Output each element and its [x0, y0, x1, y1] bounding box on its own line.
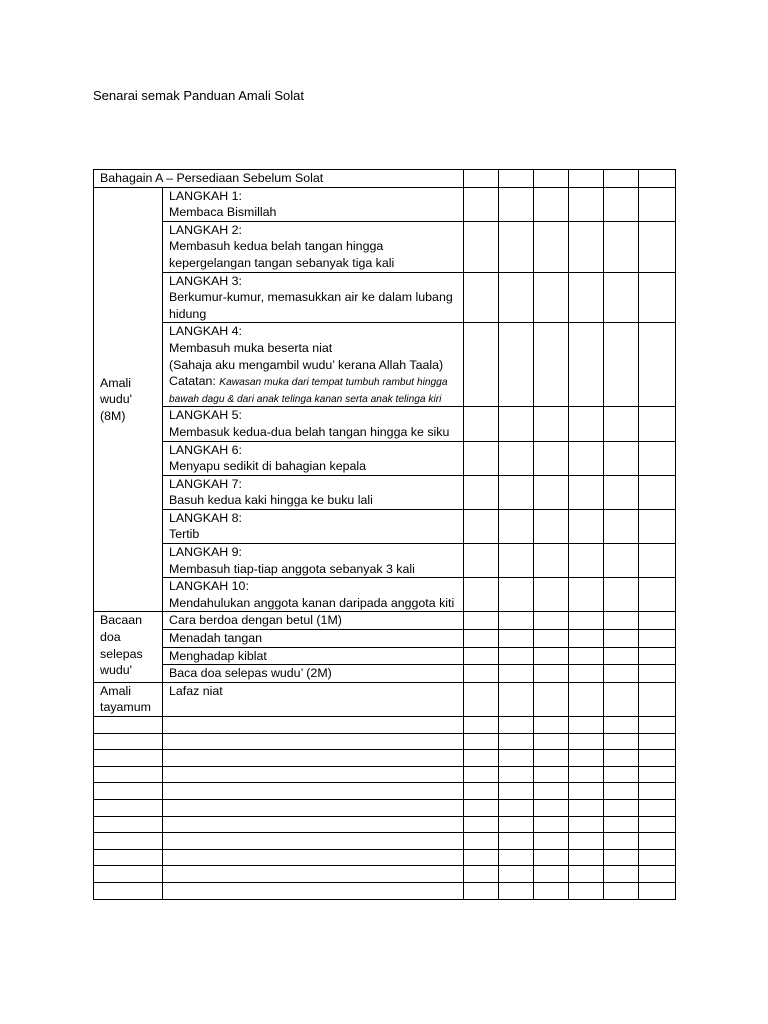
mark-cell[interactable] — [534, 475, 569, 509]
step-subtext: (Sahaja aku mengambil wudu’ kerana Allah Taala) — [169, 357, 444, 372]
item-cell — [163, 578, 464, 612]
item-cell — [163, 407, 464, 441]
mark-cell[interactable] — [464, 612, 499, 630]
empty-row — [94, 816, 676, 833]
mark-cell[interactable] — [569, 750, 604, 767]
mark-cell[interactable] — [464, 750, 499, 767]
mark-cell[interactable] — [534, 647, 569, 665]
mark-cell[interactable] — [639, 766, 676, 783]
mark-cell[interactable] — [499, 323, 534, 407]
mark-cell[interactable] — [499, 849, 534, 866]
mark-cell[interactable] — [604, 849, 639, 866]
mark-cell[interactable] — [569, 682, 604, 716]
mark-cell[interactable] — [499, 647, 534, 665]
empty-item-cell[interactable] — [163, 866, 464, 883]
empty-item-cell[interactable] — [163, 766, 464, 783]
mark-cell[interactable] — [534, 323, 569, 407]
mark-cell[interactable] — [499, 866, 534, 883]
group-label: Amali wudu' (8M) — [100, 375, 132, 423]
mark-cell[interactable] — [464, 475, 499, 509]
mark-cell[interactable] — [639, 612, 676, 630]
mark-cell[interactable] — [499, 509, 534, 543]
checklist-row — [94, 682, 676, 716]
checklist-row — [94, 323, 676, 407]
empty-group-cell[interactable] — [94, 717, 163, 734]
mark-cell[interactable] — [464, 441, 499, 475]
section-header-row — [94, 170, 676, 188]
mark-cell[interactable] — [569, 441, 604, 475]
mark-cell[interactable] — [534, 272, 569, 323]
mark-cell[interactable] — [464, 682, 499, 716]
mark-cell[interactable] — [569, 630, 604, 648]
mark-cell[interactable] — [639, 665, 676, 683]
step-text: Basuh kedua kaki hingga ke buku lali — [169, 493, 373, 508]
step-text: Berkumur-kumur, memasukkan air ke dalam lubang hidung — [169, 290, 453, 321]
mark-cell[interactable] — [604, 750, 639, 767]
mark-cell[interactable] — [464, 783, 499, 800]
mark-cell[interactable] — [604, 441, 639, 475]
empty-group-cell[interactable] — [94, 882, 163, 899]
mark-cell[interactable] — [604, 647, 639, 665]
mark-cell[interactable] — [464, 407, 499, 441]
mark-cell[interactable] — [639, 750, 676, 767]
step-text: Membasuh tiap-tiap anggota sebanyak 3 kali — [169, 561, 415, 576]
empty-item-cell[interactable] — [163, 717, 464, 734]
step-title: LANGKAH 9: — [169, 545, 242, 560]
mark-cell[interactable] — [499, 578, 534, 612]
mark-cell[interactable] — [534, 187, 569, 221]
step-title: LANGKAH 6: — [169, 442, 242, 457]
empty-item-cell[interactable] — [163, 733, 464, 750]
mark-cell[interactable] — [464, 882, 499, 899]
mark-cell[interactable] — [639, 647, 676, 665]
step-text: Tertib — [169, 527, 200, 542]
step-title: LANGKAH 3: — [169, 273, 242, 288]
item-cell — [163, 441, 464, 475]
mark-cell[interactable] — [604, 612, 639, 630]
mark-cell[interactable] — [639, 544, 676, 578]
step-text: Menyapu sedikit di bahagian kepala — [169, 459, 367, 474]
item-cell — [163, 272, 464, 323]
checklist-row — [94, 272, 676, 323]
group-label-cell — [94, 187, 163, 612]
mark-cell[interactable] — [639, 170, 676, 188]
checklist-row — [94, 221, 676, 272]
mark-cell[interactable] — [499, 170, 534, 188]
mark-cell[interactable] — [604, 717, 639, 734]
item-cell — [163, 509, 464, 543]
mark-cell[interactable] — [534, 441, 569, 475]
mark-cell[interactable] — [499, 717, 534, 734]
note-line — [169, 373, 457, 406]
mark-cell[interactable] — [569, 407, 604, 441]
mark-cell[interactable] — [534, 682, 569, 716]
note-label: Catatan: — [169, 374, 216, 389]
mark-cell[interactable] — [604, 783, 639, 800]
step-text: Menadah tangan — [169, 631, 263, 646]
mark-cell[interactable] — [604, 866, 639, 883]
mark-cell[interactable] — [464, 733, 499, 750]
empty-row — [94, 783, 676, 800]
document-title: Senarai semak Panduan Amali Solat — [93, 88, 305, 103]
mark-cell[interactable] — [499, 665, 534, 683]
mark-cell[interactable] — [499, 682, 534, 716]
mark-cell[interactable] — [639, 882, 676, 899]
mark-cell[interactable] — [464, 866, 499, 883]
mark-cell[interactable] — [464, 272, 499, 323]
empty-item-cell[interactable] — [163, 849, 464, 866]
empty-group-cell[interactable] — [94, 750, 163, 767]
item-cell — [163, 612, 464, 630]
mark-cell[interactable] — [464, 799, 499, 816]
checklist-row — [94, 544, 676, 578]
checklist-row — [94, 647, 676, 665]
mark-cell[interactable] — [569, 323, 604, 407]
mark-cell[interactable] — [464, 816, 499, 833]
mark-cell[interactable] — [569, 866, 604, 883]
mark-cell[interactable] — [639, 475, 676, 509]
checklist-row — [94, 407, 676, 441]
mark-cell[interactable] — [604, 187, 639, 221]
mark-cell[interactable] — [464, 766, 499, 783]
mark-cell[interactable] — [534, 866, 569, 883]
mark-cell[interactable] — [464, 221, 499, 272]
mark-cell[interactable] — [534, 816, 569, 833]
checklist-row — [94, 630, 676, 648]
mark-cell[interactable] — [534, 717, 569, 734]
empty-group-cell[interactable] — [94, 866, 163, 883]
mark-cell[interactable] — [534, 799, 569, 816]
empty-row — [94, 766, 676, 783]
mark-cell[interactable] — [569, 833, 604, 850]
mark-cell[interactable] — [499, 187, 534, 221]
mark-cell[interactable] — [604, 682, 639, 716]
mark-cell[interactable] — [499, 612, 534, 630]
step-title: LANGKAH 10: — [169, 579, 249, 594]
mark-cell[interactable] — [534, 509, 569, 543]
mark-cell[interactable] — [569, 766, 604, 783]
empty-row — [94, 733, 676, 750]
mark-cell[interactable] — [639, 187, 676, 221]
item-cell — [163, 323, 464, 407]
checklist-row — [94, 578, 676, 612]
mark-cell[interactable] — [604, 475, 639, 509]
step-text: Cara berdoa dengan betul (1M) — [169, 613, 342, 628]
mark-cell[interactable] — [499, 766, 534, 783]
mark-cell[interactable] — [464, 578, 499, 612]
mark-cell[interactable] — [569, 816, 604, 833]
checklist-row — [94, 612, 676, 630]
mark-cell[interactable] — [534, 407, 569, 441]
empty-row — [94, 799, 676, 816]
empty-group-cell[interactable] — [94, 833, 163, 850]
mark-cell[interactable] — [569, 849, 604, 866]
note-text: Kawasan muka dari tempat tumbuh rambut hingga bawah dagu & dari anak telinga kanan serta anak telinga kiri — [169, 377, 448, 405]
mark-cell[interactable] — [499, 750, 534, 767]
mark-cell[interactable] — [499, 272, 534, 323]
step-text: Membasuh muka beserta niat — [169, 340, 333, 355]
step-text: Lafaz niat — [169, 683, 223, 698]
mark-cell[interactable] — [534, 221, 569, 272]
mark-cell[interactable] — [639, 816, 676, 833]
mark-cell[interactable] — [499, 441, 534, 475]
mark-cell[interactable] — [639, 578, 676, 612]
mark-cell[interactable] — [639, 221, 676, 272]
empty-row — [94, 750, 676, 767]
empty-group-cell[interactable] — [94, 733, 163, 750]
empty-item-cell[interactable] — [163, 833, 464, 850]
checklist-row — [94, 441, 676, 475]
mark-cell[interactable] — [639, 717, 676, 734]
mark-cell[interactable] — [534, 833, 569, 850]
mark-cell[interactable] — [604, 882, 639, 899]
mark-cell[interactable] — [569, 612, 604, 630]
mark-cell[interactable] — [499, 882, 534, 899]
checklist-row — [94, 475, 676, 509]
group-label-cell — [94, 682, 163, 716]
item-cell — [163, 665, 464, 683]
mark-cell[interactable] — [499, 221, 534, 272]
mark-cell[interactable] — [534, 733, 569, 750]
checklist-table — [93, 169, 676, 900]
mark-cell[interactable] — [464, 630, 499, 648]
mark-cell[interactable] — [569, 187, 604, 221]
mark-cell[interactable] — [604, 665, 639, 683]
mark-cell[interactable] — [604, 816, 639, 833]
item-cell — [163, 221, 464, 272]
step-text: Baca doa selepas wudu’ (2M) — [169, 666, 332, 681]
empty-group-cell[interactable] — [94, 816, 163, 833]
mark-cell[interactable] — [569, 272, 604, 323]
mark-cell[interactable] — [464, 323, 499, 407]
mark-cell[interactable] — [464, 187, 499, 221]
mark-cell[interactable] — [499, 544, 534, 578]
mark-cell[interactable] — [534, 612, 569, 630]
mark-cell[interactable] — [639, 323, 676, 407]
mark-cell[interactable] — [569, 544, 604, 578]
mark-cell[interactable] — [604, 509, 639, 543]
mark-cell[interactable] — [499, 407, 534, 441]
checklist-row — [94, 509, 676, 543]
item-cell — [163, 544, 464, 578]
mark-cell[interactable] — [604, 799, 639, 816]
mark-cell[interactable] — [464, 170, 499, 188]
mark-cell[interactable] — [604, 544, 639, 578]
step-title: LANGKAH 2: — [169, 222, 242, 237]
mark-cell[interactable] — [534, 665, 569, 683]
mark-cell[interactable] — [569, 578, 604, 612]
empty-row — [94, 882, 676, 899]
mark-cell[interactable] — [604, 407, 639, 441]
mark-cell[interactable] — [499, 475, 534, 509]
mark-cell[interactable] — [639, 833, 676, 850]
empty-group-cell[interactable] — [94, 783, 163, 800]
mark-cell[interactable] — [639, 407, 676, 441]
mark-cell[interactable] — [464, 647, 499, 665]
mark-cell[interactable] — [639, 849, 676, 866]
mark-cell[interactable] — [604, 170, 639, 188]
step-text: Membasuh kedua belah tangan hingga kepergelangan tangan sebanyak tiga kali — [169, 239, 395, 270]
mark-cell[interactable] — [534, 578, 569, 612]
mark-cell[interactable] — [569, 783, 604, 800]
empty-item-cell[interactable] — [163, 799, 464, 816]
group-label: Bacaan doa selepas wudu' — [100, 613, 143, 678]
step-text: Mendahulukan anggota kanan daripada anggota kiti — [169, 595, 455, 610]
mark-cell[interactable] — [464, 665, 499, 683]
mark-cell[interactable] — [499, 630, 534, 648]
checklist-row — [94, 187, 676, 221]
mark-cell[interactable] — [604, 766, 639, 783]
step-title: LANGKAH 5: — [169, 408, 242, 423]
mark-cell[interactable] — [569, 733, 604, 750]
mark-cell[interactable] — [534, 544, 569, 578]
item-cell — [163, 682, 464, 716]
mark-cell[interactable] — [464, 717, 499, 734]
group-label: Amali tayamum — [100, 683, 151, 715]
step-text: Membasuk kedua-dua belah tangan hingga ke siku — [169, 424, 450, 439]
empty-row — [94, 849, 676, 866]
empty-item-cell[interactable] — [163, 816, 464, 833]
mark-cell[interactable] — [534, 783, 569, 800]
item-cell — [163, 630, 464, 648]
mark-cell[interactable] — [499, 783, 534, 800]
mark-cell[interactable] — [464, 509, 499, 543]
mark-cell[interactable] — [569, 509, 604, 543]
mark-cell[interactable] — [534, 170, 569, 188]
mark-cell[interactable] — [499, 799, 534, 816]
mark-cell[interactable] — [534, 766, 569, 783]
empty-group-cell[interactable] — [94, 849, 163, 866]
mark-cell[interactable] — [534, 849, 569, 866]
mark-cell[interactable] — [639, 272, 676, 323]
item-cell — [163, 475, 464, 509]
mark-cell[interactable] — [569, 221, 604, 272]
step-title: LANGKAH 8: — [169, 510, 242, 525]
mark-cell[interactable] — [639, 630, 676, 648]
mark-cell[interactable] — [604, 323, 639, 407]
mark-cell[interactable] — [569, 882, 604, 899]
mark-cell[interactable] — [569, 665, 604, 683]
mark-cell[interactable] — [499, 733, 534, 750]
mark-cell[interactable] — [534, 750, 569, 767]
empty-item-cell[interactable] — [163, 783, 464, 800]
mark-cell[interactable] — [604, 221, 639, 272]
mark-cell[interactable] — [604, 630, 639, 648]
mark-cell[interactable] — [464, 833, 499, 850]
mark-cell[interactable] — [639, 682, 676, 716]
mark-cell[interactable] — [639, 441, 676, 475]
mark-cell[interactable] — [499, 833, 534, 850]
mark-cell[interactable] — [639, 783, 676, 800]
item-cell — [163, 187, 464, 221]
mark-cell[interactable] — [604, 272, 639, 323]
step-title: LANGKAH 4: — [169, 324, 242, 339]
mark-cell[interactable] — [569, 717, 604, 734]
empty-item-cell[interactable] — [163, 882, 464, 899]
mark-cell[interactable] — [604, 578, 639, 612]
step-title: LANGKAH 7: — [169, 476, 242, 491]
mark-cell[interactable] — [569, 170, 604, 188]
item-cell — [163, 647, 464, 665]
empty-group-cell[interactable] — [94, 799, 163, 816]
mark-cell[interactable] — [534, 630, 569, 648]
checklist-body — [94, 170, 676, 900]
step-title: LANGKAH 1: — [169, 188, 242, 203]
step-text: Menghadap kiblat — [169, 648, 267, 663]
mark-cell[interactable] — [639, 866, 676, 883]
mark-cell[interactable] — [639, 799, 676, 816]
mark-cell[interactable] — [604, 833, 639, 850]
mark-cell[interactable] — [604, 733, 639, 750]
group-label-cell — [94, 612, 163, 682]
mark-cell[interactable] — [534, 882, 569, 899]
mark-cell[interactable] — [569, 647, 604, 665]
section-header: Bahagain A – Persediaan Sebelum Solat — [94, 170, 464, 188]
empty-row — [94, 866, 676, 883]
empty-item-cell[interactable] — [163, 750, 464, 767]
mark-cell[interactable] — [639, 509, 676, 543]
mark-cell[interactable] — [569, 475, 604, 509]
mark-cell[interactable] — [464, 544, 499, 578]
mark-cell[interactable] — [639, 733, 676, 750]
mark-cell[interactable] — [464, 849, 499, 866]
mark-cell[interactable] — [569, 799, 604, 816]
checklist-row — [94, 665, 676, 683]
mark-cell[interactable] — [499, 816, 534, 833]
empty-row — [94, 833, 676, 850]
empty-group-cell[interactable] — [94, 766, 163, 783]
empty-row — [94, 717, 676, 734]
step-text: Membaca Bismillah — [169, 205, 277, 220]
